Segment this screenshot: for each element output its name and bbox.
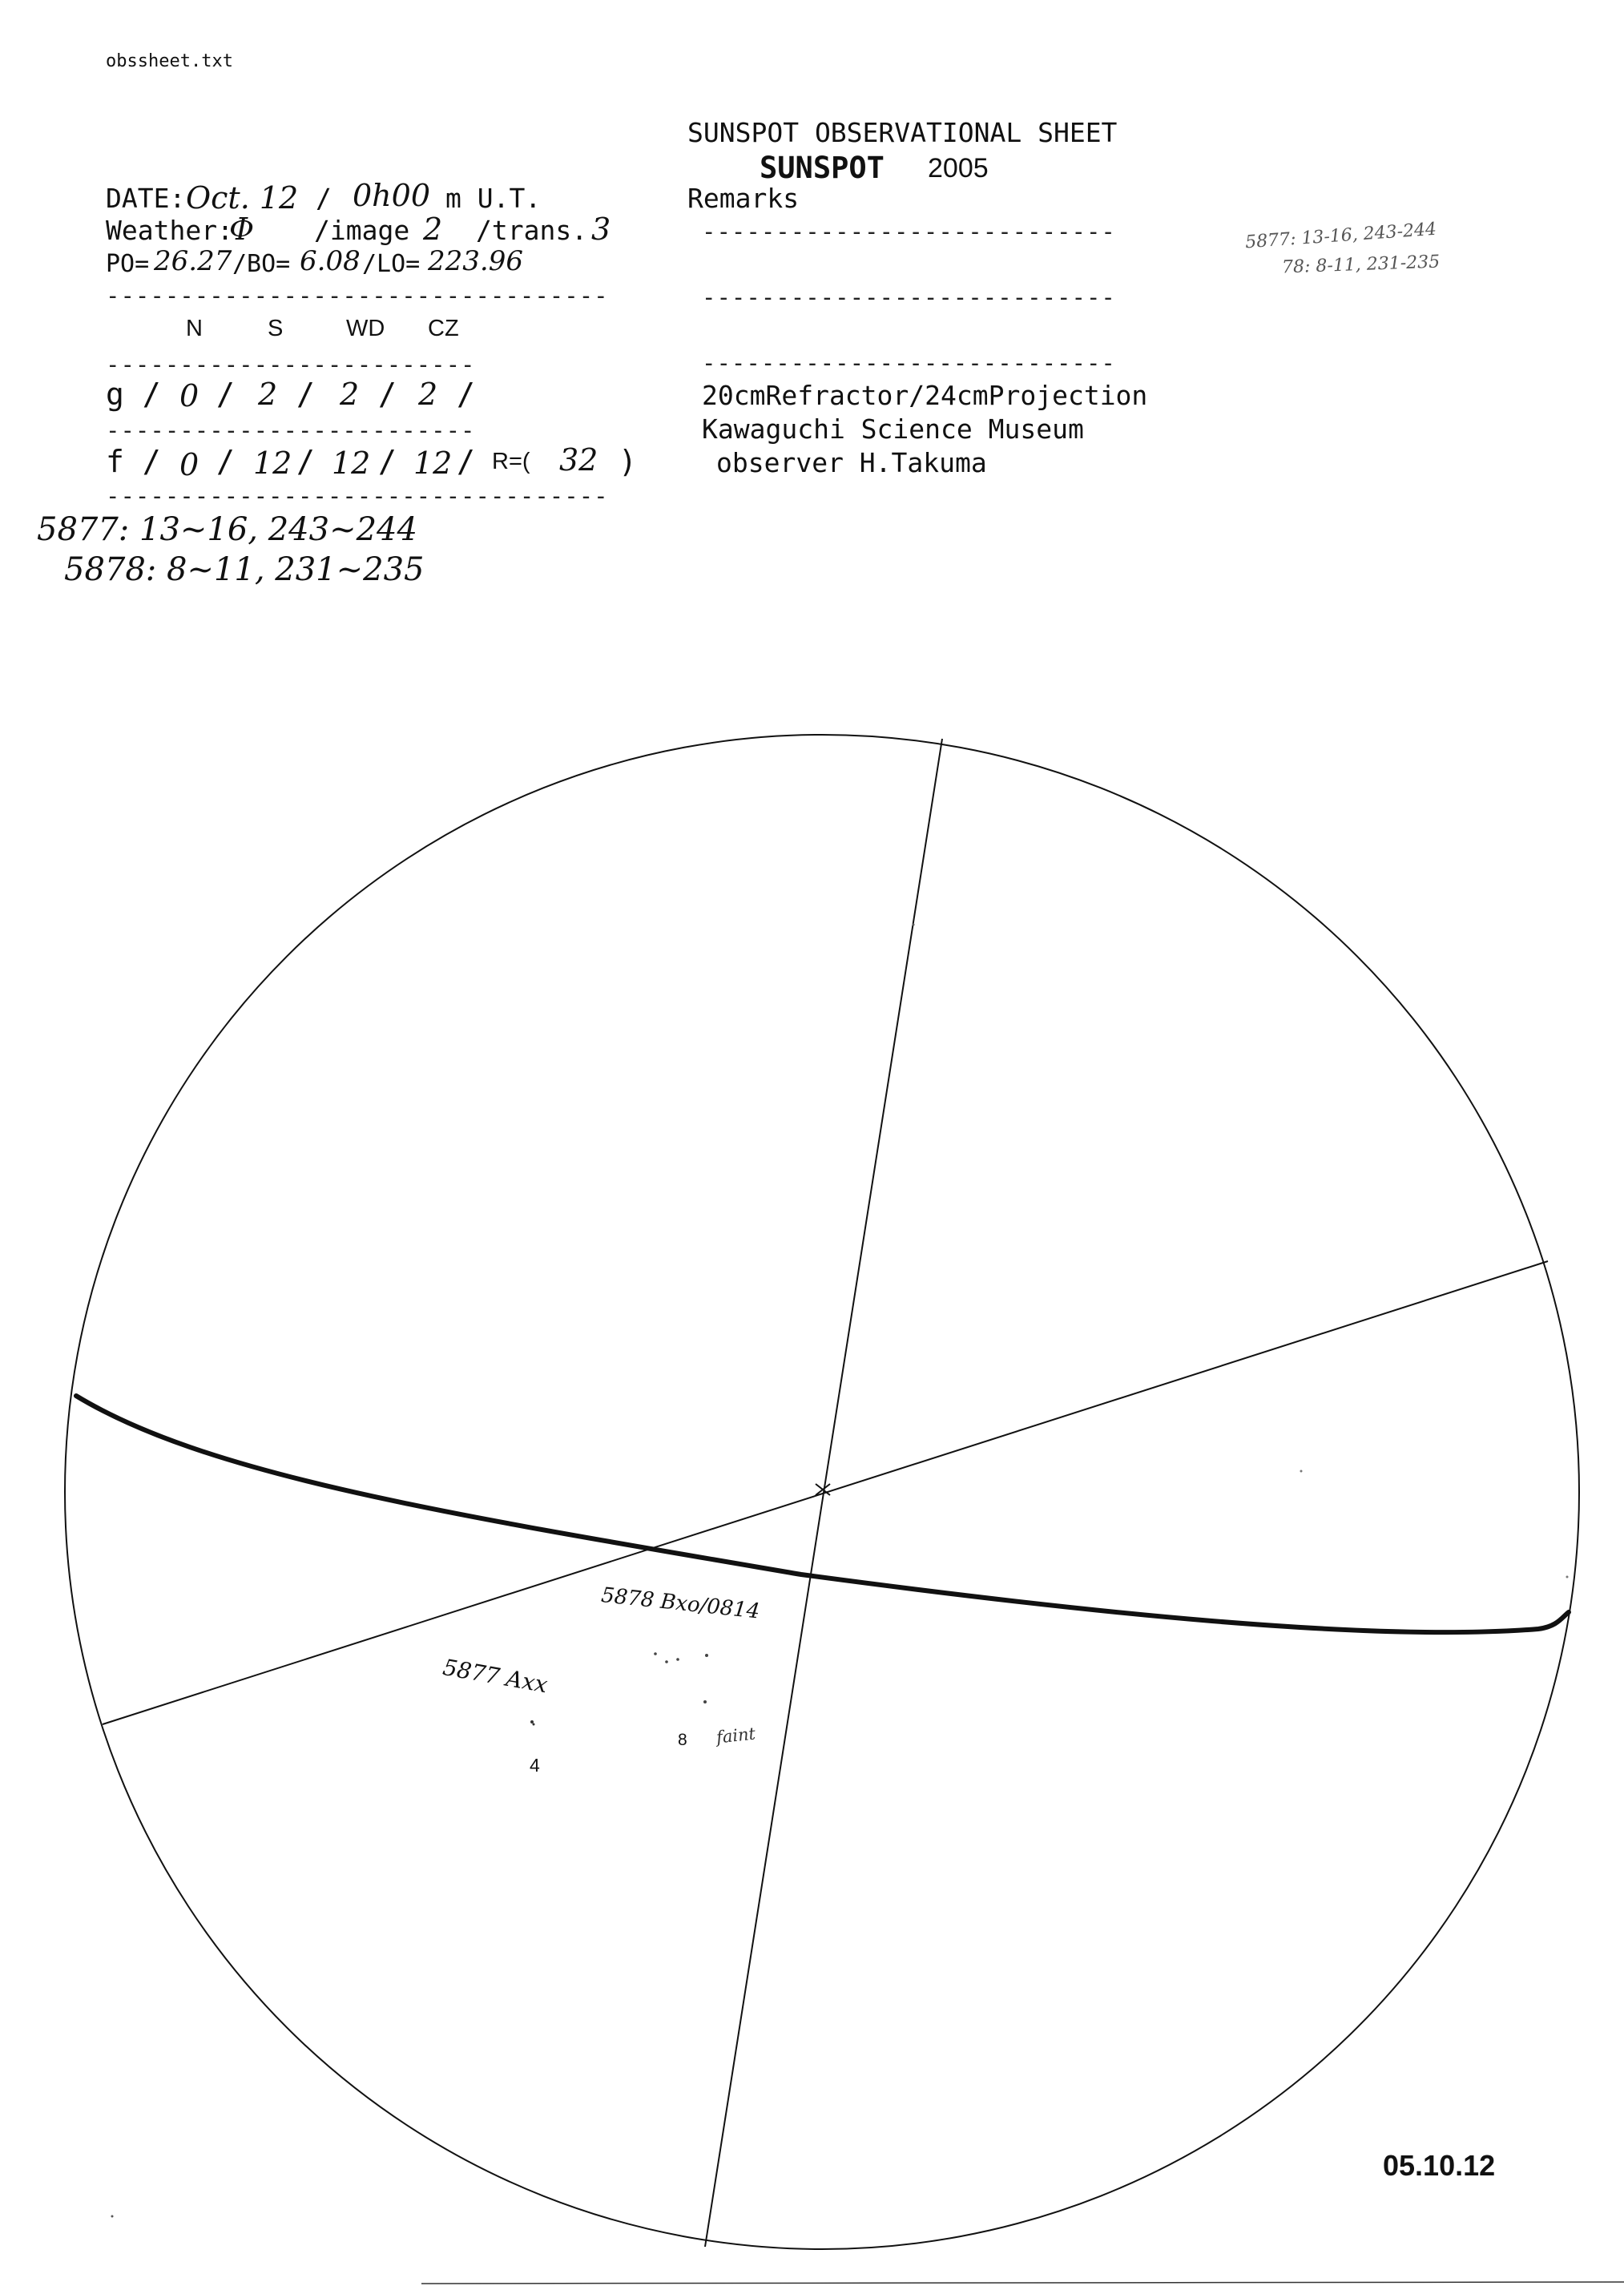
- g-row-label: g /: [106, 377, 161, 412]
- sheet-subtitle-word: SUNSPOT: [760, 151, 885, 185]
- weather-label: Weather:: [106, 215, 233, 246]
- remarks-separator: ----------------------------: [702, 218, 1116, 245]
- bo-value: 6.08: [300, 245, 361, 277]
- po-label: PO=: [106, 250, 150, 278]
- separator-line: ----------------------------------: [106, 282, 609, 309]
- spot-group-5877: [530, 1720, 534, 1724]
- trans-label: /trans.: [476, 215, 588, 246]
- remarks-separator: ----------------------------: [702, 349, 1116, 377]
- equator-line: [103, 1261, 1548, 1724]
- row-divider: /: [457, 377, 475, 412]
- spot-group-5878: [676, 1658, 679, 1661]
- g-value-cz: 2: [418, 377, 438, 412]
- bo-label: /BO=: [232, 250, 291, 278]
- row-divider: /: [378, 444, 397, 479]
- spot-group-5878: [705, 1654, 708, 1657]
- faint-note: faint: [715, 1724, 757, 1748]
- f-value-s: 12: [253, 446, 292, 481]
- g-value-n: 0: [179, 378, 199, 413]
- lo-label: /LO=: [362, 250, 421, 278]
- faint-spot: [111, 2215, 114, 2218]
- separator-line: -------------------------: [106, 417, 476, 444]
- f-value-cz: 12: [413, 446, 453, 481]
- spot-group-5878: [665, 1660, 668, 1663]
- group-label-5877: 5877 Axx: [441, 1654, 550, 1699]
- instrument-text: 20cmRefractor/24cmProjection: [702, 380, 1148, 411]
- separator-line: -------------------------: [106, 351, 476, 378]
- note-5878: 5878: 8~11, 231~235: [64, 551, 425, 588]
- r-label: R=(: [492, 449, 530, 474]
- spot-count-5877: 4: [530, 1755, 540, 1776]
- row-divider: /: [378, 377, 397, 412]
- r-value: 32: [559, 442, 598, 478]
- time-unit: m U.T.: [445, 183, 542, 214]
- location-text: Kawaguchi Science Museum: [702, 413, 1084, 445]
- spot-group-5878: [703, 1700, 707, 1703]
- row-divider: /: [296, 444, 315, 479]
- separator-line: ----------------------------------: [106, 482, 609, 510]
- sheet-subtitle-year: 2005: [928, 153, 989, 183]
- trans-value: 3: [591, 212, 611, 247]
- row-divider: /: [296, 377, 315, 412]
- lo-value: 223.96: [428, 245, 523, 277]
- remarks-separator: ----------------------------: [702, 284, 1116, 311]
- g-value-s: 2: [258, 377, 278, 412]
- row-divider: /: [457, 444, 475, 479]
- solar-equator-curve: [76, 1396, 1569, 1632]
- date-stamp: 05.10.12: [1383, 2149, 1496, 2182]
- image-value: 2: [423, 212, 443, 247]
- time-value: 0h00: [353, 178, 431, 213]
- time-separator: /: [316, 183, 332, 214]
- faint-spot: [1566, 1576, 1569, 1578]
- column-header-s: S: [268, 316, 284, 341]
- f-value-n: 0: [179, 447, 199, 482]
- corner-note-5878: 78: 8-11, 231-235: [1281, 252, 1441, 278]
- image-label: /image: [314, 215, 410, 246]
- observer-text: observer H.Takuma: [716, 447, 987, 478]
- column-header-n: N: [186, 316, 203, 341]
- solar-disk-outline: [65, 735, 1579, 2249]
- group-label-5878: 5878 Bxo/0814: [599, 1583, 761, 1624]
- bottom-border-line: [421, 2282, 1624, 2284]
- note-5877: 5877: 13~16, 243~244: [37, 511, 417, 548]
- po-value: 26.27: [154, 245, 232, 277]
- row-divider: /: [216, 377, 235, 412]
- corner-note-5877: 5877: 13-16, 243-244: [1244, 219, 1437, 253]
- f-row-label: f /: [106, 444, 161, 479]
- column-header-wd: WD: [346, 316, 385, 341]
- spot-count-5878: 8: [678, 1731, 687, 1749]
- row-divider: /: [216, 444, 235, 479]
- faint-spot: [1300, 1470, 1303, 1473]
- sheet-title: SUNSPOT OBSERVATIONAL SHEET: [687, 117, 1118, 148]
- g-value-wd: 2: [340, 377, 360, 412]
- file-name: obssheet.txt: [106, 51, 233, 71]
- spot-group-5878: [654, 1652, 657, 1655]
- column-header-cz: CZ: [428, 316, 459, 341]
- weather-value: Φ: [229, 212, 255, 247]
- date-value: Oct. 12: [186, 180, 299, 216]
- r-close: ): [619, 444, 637, 479]
- date-label: DATE:: [106, 183, 186, 214]
- spot-group-5877: [533, 1724, 535, 1726]
- remarks-label: Remarks: [687, 183, 800, 214]
- faint-spot: [913, 924, 915, 926]
- f-value-wd: 12: [332, 446, 371, 481]
